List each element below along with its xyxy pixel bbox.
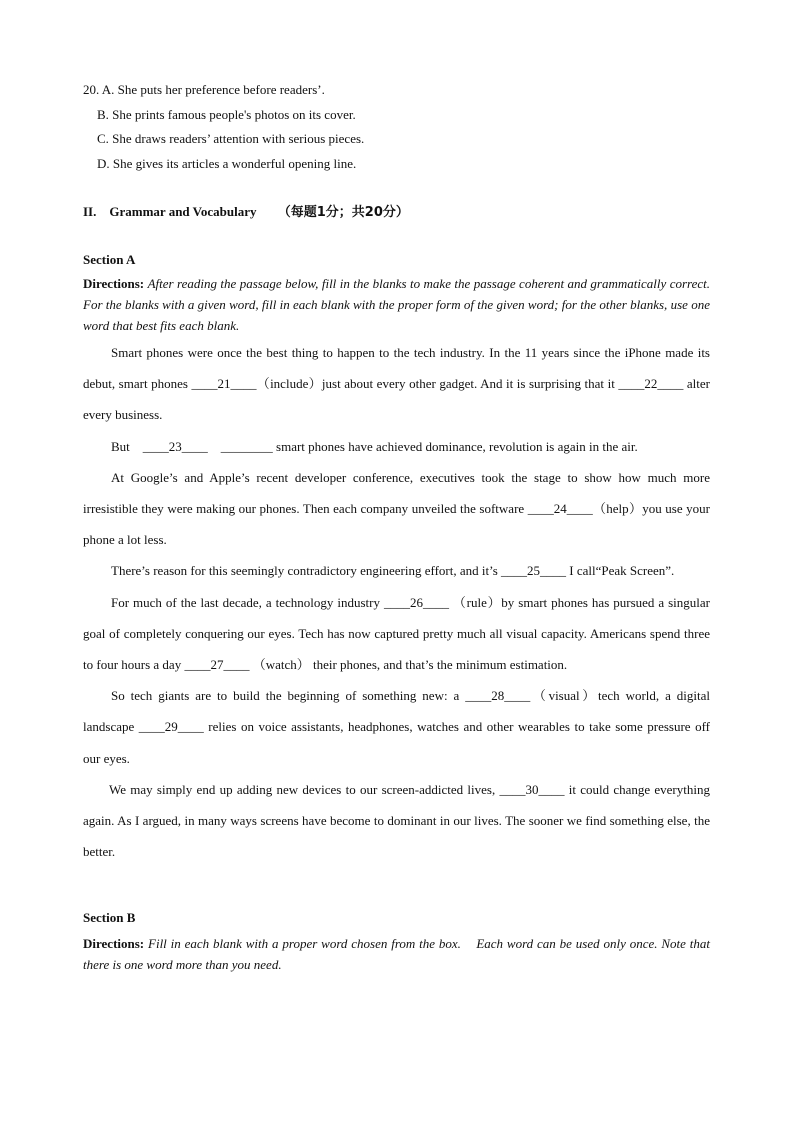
option-c: C. She draws readers’ attention with serious pieces.	[97, 131, 365, 146]
part-two-heading	[83, 202, 710, 223]
section-b-directions-label: Directions:	[83, 936, 145, 952]
exam-page	[83, 78, 714, 975]
section-a-directions	[83, 273, 710, 336]
paragraph-4: There’s reason for this seemingly contradictory engineering effort, and it’s ____25____ I call“Peak Screen”.	[111, 563, 675, 579]
section-b-directions	[83, 933, 714, 975]
paragraph-3: At Google’s and Apple’s recent developer conference, executives took the stage to show how much more irresistible they were making our phones. Then each company unveiled the software ____24____（help）you use your phone a lot less.	[83, 469, 710, 548]
part-two-title: II. Grammar and Vocabulary	[83, 204, 257, 219]
section-a-directions-text: After reading the passage below, fill in the blanks to make the passage coherent and grammatically correct. For the blanks with a given word, fill in each blank with the proper form of the given word; for the other blanks, use one word that best fits each blank.	[83, 276, 711, 333]
paragraph-7: We may simply end up adding new devices to our screen-addicted lives, ____30____ it could change everything again. As I argued, in many ways screens have become to dominant in our lives. The sooner we find something else, the better.	[83, 781, 710, 860]
option-b: B. She prints famous people's photos on its cover.	[97, 106, 356, 122]
part-two-score: （每题1分；共20分）	[277, 205, 409, 220]
section-a-directions-label: Directions:	[83, 276, 145, 291]
section-a-title: Section A	[83, 252, 136, 267]
paragraph-6: So tech giants are to build the beginning of something new: a ____28____（visual）tech world, a digital landscape ____29____ relies on voice assistants, headphones, watches and other wearables to take some pressure off our eyes.	[83, 688, 710, 766]
option-d: D. She gives its articles a wonderful opening line.	[97, 155, 357, 171]
paragraph-5: For much of the last decade, a technology industry ____26____ （rule）by smart phones has pursued a singular goal of completely conquering our eyes. Tech has now captured pretty much all visual capacity. Americans spend three to four hours a day ____27____ （watch） their phones, and that’s the minimum estimation.	[83, 594, 710, 673]
option-a: 20. A. She puts her preference before readers’.	[83, 82, 325, 97]
section-b-title: Section B	[83, 910, 136, 926]
paragraph-2: But ____23____ ________ smart phones have achieved dominance, revolution is again in the air.	[111, 438, 638, 454]
paragraph-1: Smart phones were once the best thing to happen to the tech industry. In the 11 years since the iPhone made its debut, smart phones ____21____（include）just about every other gadget. And it is surprising that it ____22____ alter every business.	[83, 345, 710, 423]
section-b-directions-text: Fill in each blank with a proper word chosen from the box. Each word can be used only once. Note that there is one word more than you need.	[83, 936, 714, 973]
